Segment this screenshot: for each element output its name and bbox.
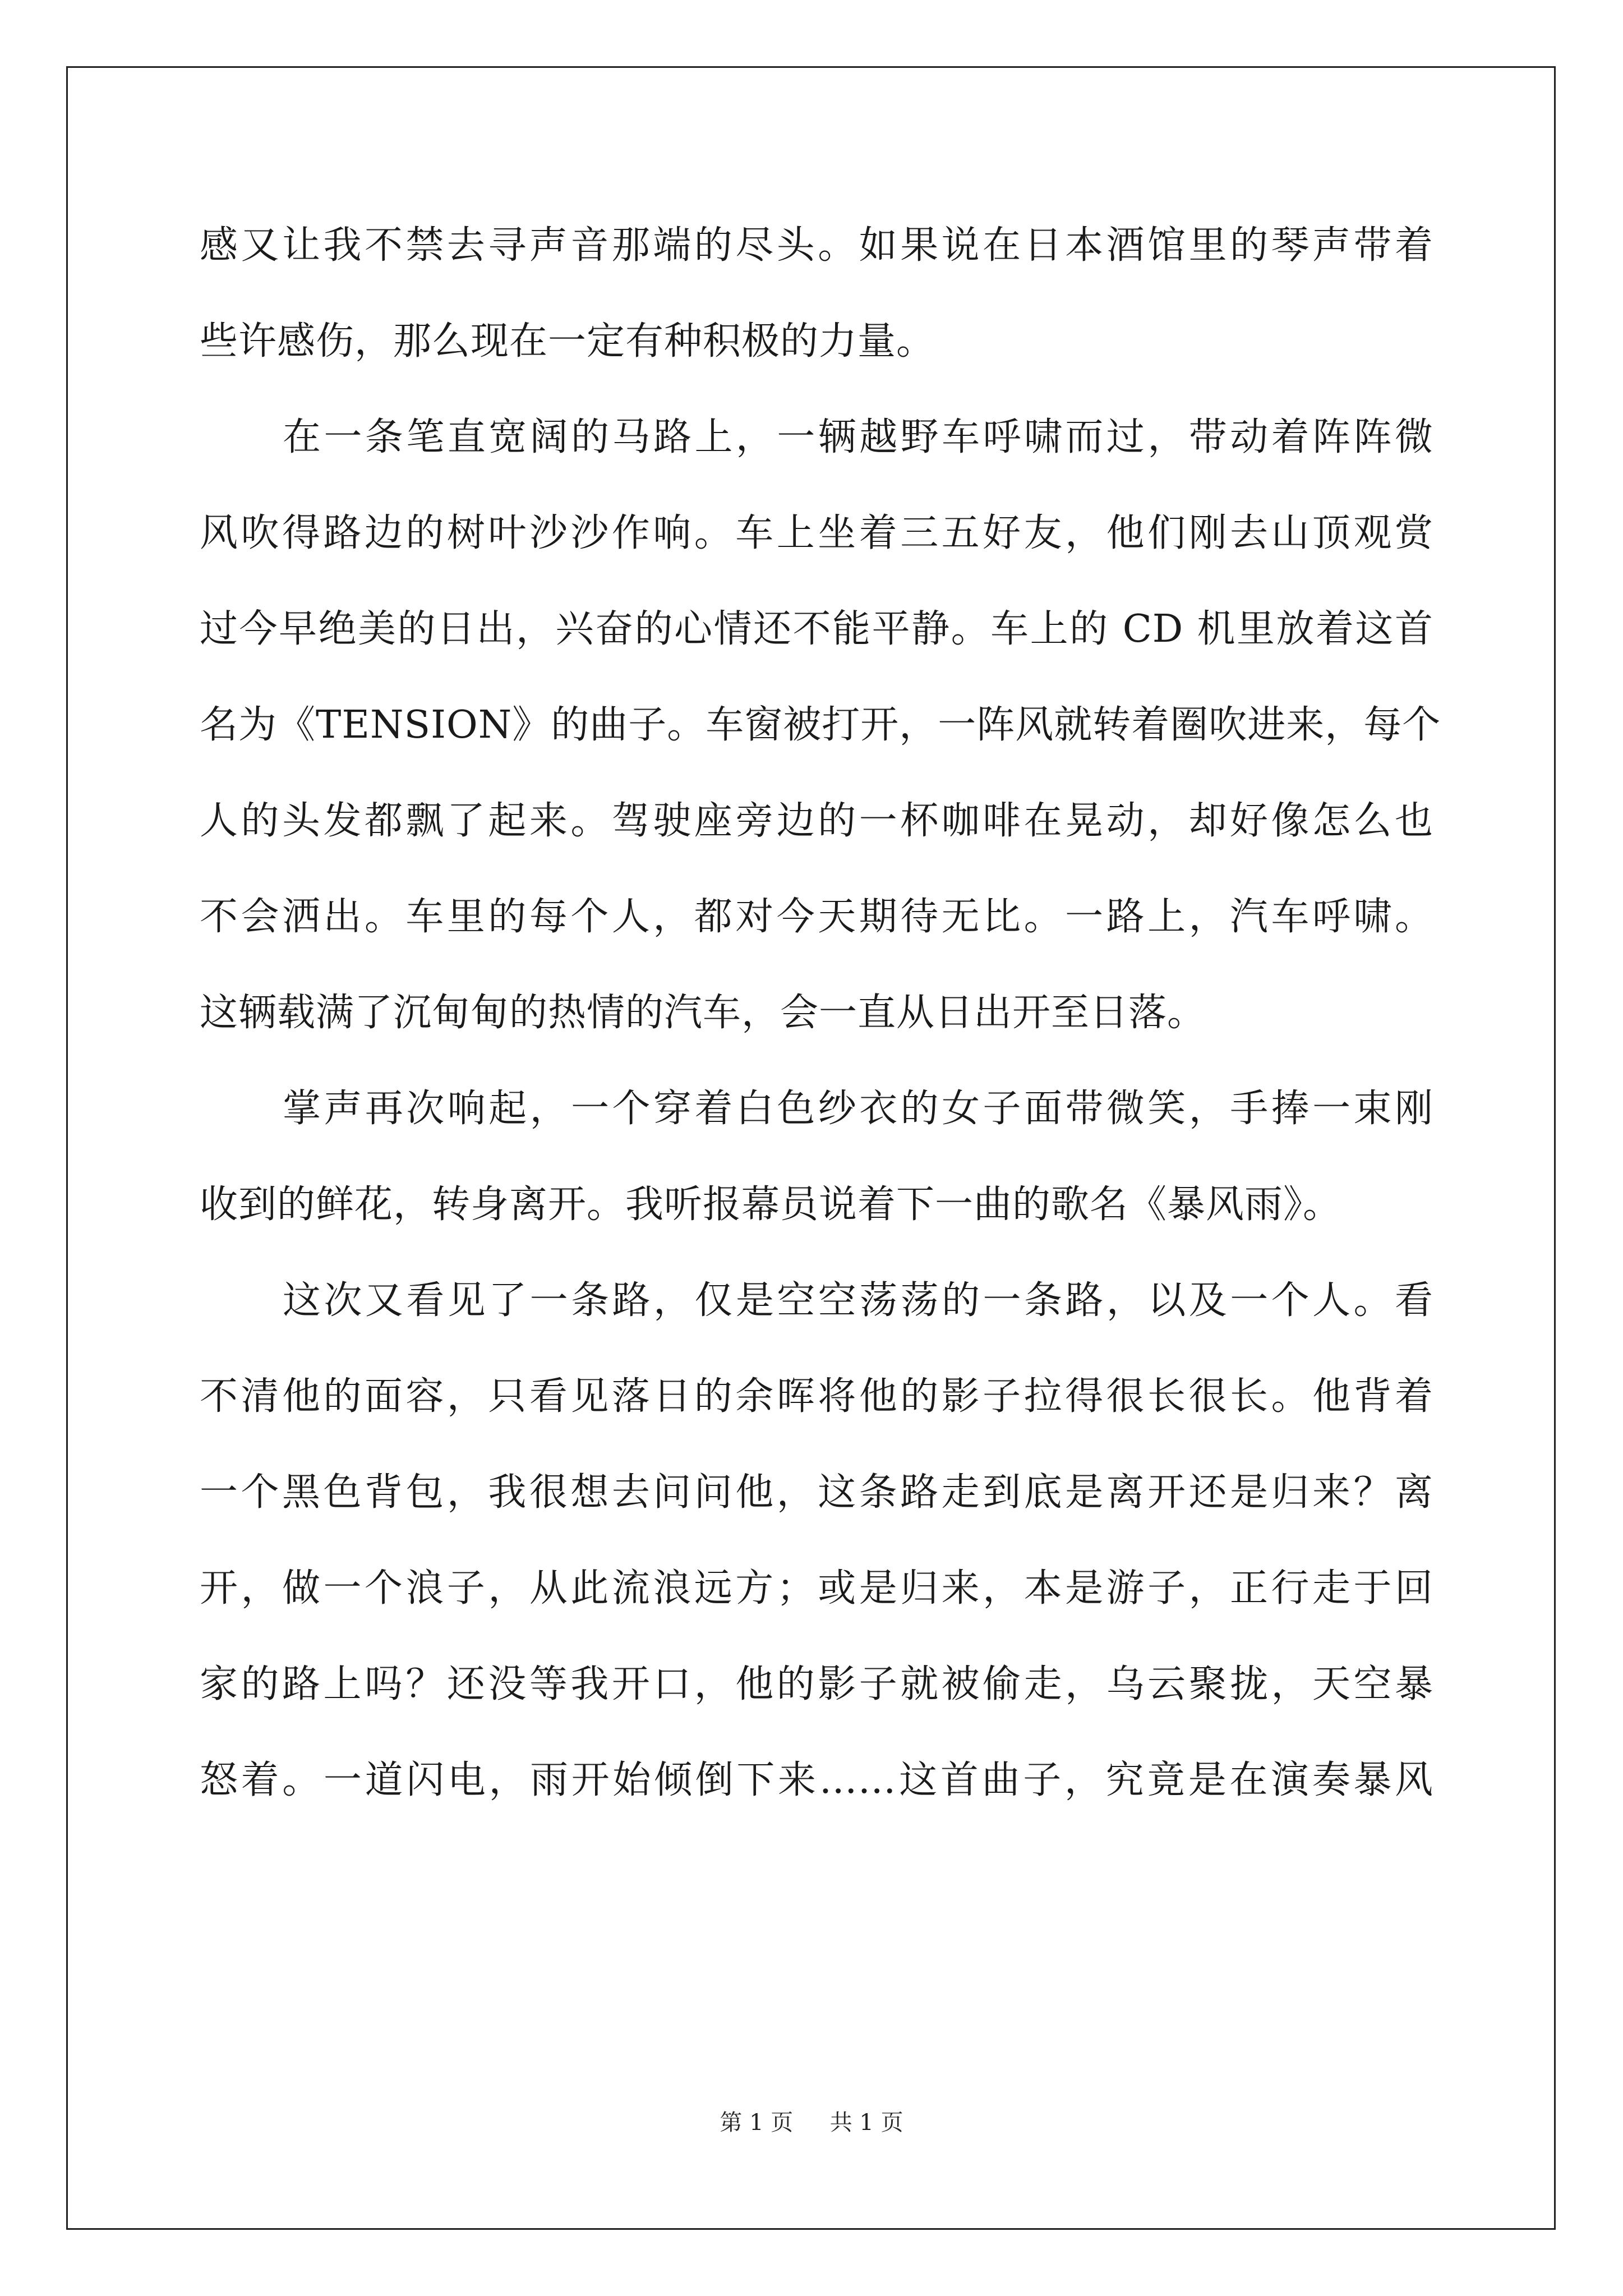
text-line: 一个黑色背包，我很想去问问他，这条路走到底是离开还是归来？离 (200, 1470, 1433, 1515)
text-line: 过今早绝美的日出，兴奋的心情还不能平静。车上的 CD 机里放着这首 (200, 607, 1433, 651)
document-body (200, 197, 1441, 1828)
text-line: 名为《TENSION》的曲子。车窗被打开，一阵风就转着圈吹进来，每个 (200, 703, 1441, 747)
page-footer (0, 2106, 1623, 2139)
text-line: 收到的鲜花，转身离开。我听报幕员说着下一曲的歌名《暴风雨》。 (200, 1182, 1342, 1227)
text-line: 怒着。一道闪电，雨开始倾倒下来……这首曲子，究竟是在演奏暴风 (200, 1758, 1433, 1802)
text-line: 人的头发都飘了起来。驾驶座旁边的一杯咖啡在晃动，却好像怎么也 (200, 799, 1433, 843)
text-line: 开，做一个浪子，从此流浪远方；或是归来，本是游子，正行走于回 (200, 1566, 1433, 1611)
text-line: 风吹得路边的树叶沙沙作响。车上坐着三五好友，他们刚去山顶观赏 (200, 511, 1433, 555)
text-line: 感又让我不禁去寻声音那端的尽头。如果说在日本酒馆里的琴声带着 (200, 223, 1433, 268)
text-line: 掌声再次响起，一个穿着白色纱衣的女子面带微笑，手捧一束刚 (283, 1087, 1433, 1131)
text-line: 这次又看见了一条路，仅是空空荡荡的一条路，以及一个人。看 (283, 1278, 1433, 1323)
text-line: 不会洒出。车里的每个人，都对今天期待无比。一路上，汽车呼啸。 (200, 895, 1433, 939)
text-line: 不清他的面容，只看见落日的余晖将他的影子拉得很长很长。他背着 (200, 1374, 1433, 1419)
text-line: 些许感伤，那么现在一定有种积极的力量。 (200, 319, 935, 364)
page-number-total: 共 1 页 (829, 2110, 903, 2136)
text-line: 在一条笔直宽阔的马路上，一辆越野车呼啸而过，带动着阵阵微 (283, 415, 1433, 459)
text-line: 这辆载满了沉甸甸的热情的汽车，会一直从日出开至日落。 (200, 991, 1206, 1035)
text-line: 家的路上吗？还没等我开口，他的影子就被偷走，乌云聚拢，天空暴 (200, 1662, 1433, 1706)
page-number-current: 第 1 页 (720, 2110, 794, 2136)
